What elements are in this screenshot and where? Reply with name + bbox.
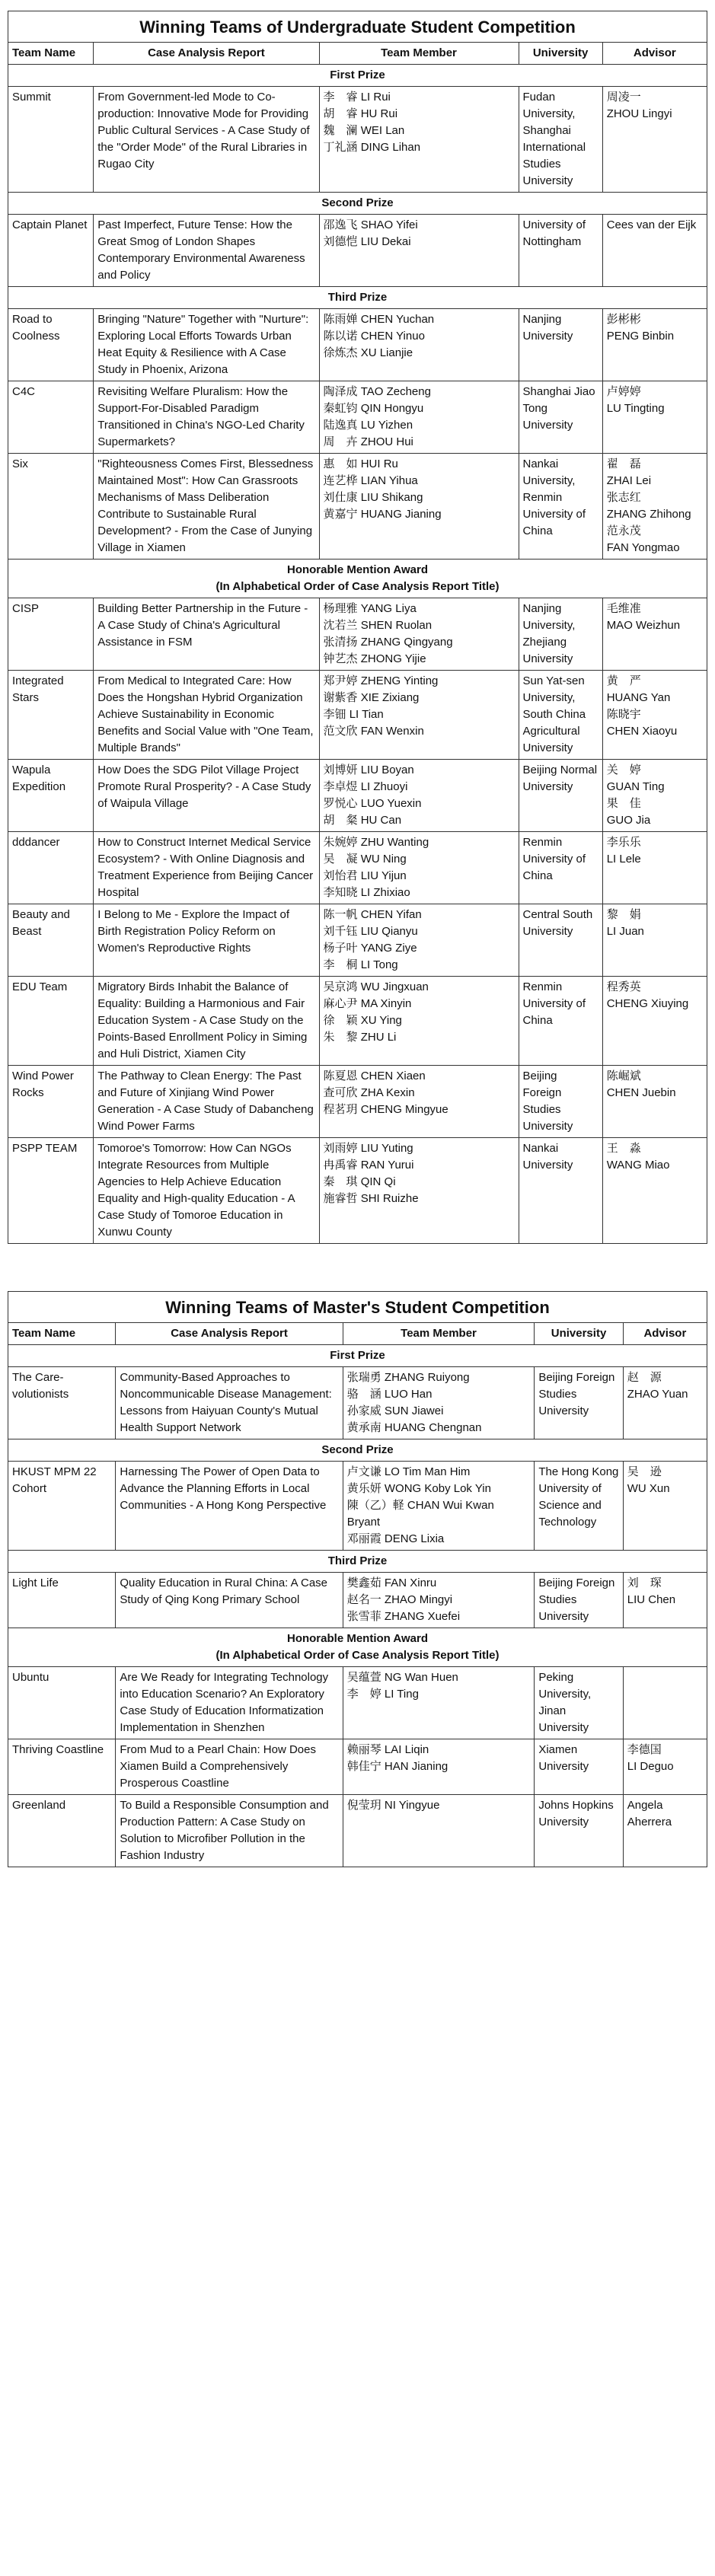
column-header: Advisor [602,43,707,65]
title-row [8,11,707,43]
title-row [8,1292,707,1323]
prize-sublabel: (In Alphabetical Order of Case Analysis Report Title) [215,1649,500,1662]
advisor [602,1138,707,1244]
team-name: C4C [8,381,94,454]
advisor-name: GUO Jia [606,814,651,827]
advisor-name: 彭彬彬 [606,313,641,326]
advisor-name: LI Lele [606,853,641,866]
advisor-name: 关 婷 [606,764,641,776]
advisor-name: 毛维准 [606,602,641,615]
case-report-title: Tomoroe's Tomorrow: How Can NGOs Integrate Resources from Multiple Agencies to Help Achieve Education Equality and High-quality Education - A Case Study of Tomoroe Education in Xunwu County [94,1138,319,1244]
team-row [8,87,707,193]
advisor [602,832,707,904]
advisor-name: ZHAO Yuan [627,1388,688,1401]
team-member: 邵逸飞 SHAO Yifei [323,218,418,231]
prize-sublabel: (In Alphabetical Order of Case Analysis Report Title) [215,580,500,593]
prize-heading-row [8,65,707,87]
prize-heading [8,1628,707,1667]
team-member: 邓丽霞 DENG Lixia [346,1532,445,1545]
advisor [623,1462,707,1551]
team-row [8,1573,707,1628]
advisor-name: ZHAI Lei [606,474,652,487]
case-report-title: Quality Education in Rural China: A Case Study of Qing Kong Primary School [116,1573,343,1628]
team-member: 赵名一 ZHAO Mingyi [346,1593,453,1606]
university: Beijing Foreign Studies University [535,1573,623,1628]
advisor [623,1367,707,1439]
university: Nankai University, Renmin University of China [519,454,602,560]
team-members [319,977,519,1066]
prize-heading [8,193,707,215]
team-member: 查可欣 ZHA Kexin [323,1086,415,1099]
team-member: 黄承南 HUANG Chengnan [346,1421,482,1434]
university: Renmin University of China [519,832,602,904]
team-member: 陆逸真 LU Yizhen [323,419,413,432]
team-name: Light Life [8,1573,116,1628]
team-name: dddancer [8,832,94,904]
prize-heading [8,1345,707,1367]
team-member: 周 卉 ZHOU Hui [323,435,413,448]
case-report-title: Are We Ready for Integrating Technology into Education Scenario? An Exploratory Case Study of Education Informatization Implementation in Shenzhen [116,1667,343,1739]
team-member: 陈夏恩 CHEN Xiaen [323,1070,426,1082]
team-member: 徐炼杰 XU Lianjie [323,346,413,359]
advisor [602,671,707,760]
advisor [623,1667,707,1739]
advisor-name: LI Deguo [627,1760,674,1773]
team-members [343,1573,535,1628]
advisor-name: MAO Weizhun [606,619,681,632]
team-member: 李 睿 LI Rui [323,91,391,104]
advisor-name: Angela Aherrera [627,1799,672,1828]
team-name: CISP [8,598,94,671]
team-members [319,598,519,671]
advisor-name: 周凌一 [606,91,641,104]
team-member: 朱婉婷 ZHU Wanting [323,836,429,849]
university: The Hong Kong University of Science and Technology [535,1462,623,1551]
advisor-name: 果 佳 [606,797,641,810]
prize-label: First Prize [330,1349,385,1362]
team-name: Road to Coolness [8,309,94,381]
team-name: Wind Power Rocks [8,1066,94,1138]
team-members [319,904,519,977]
team-row [8,832,707,904]
advisor-name: GUAN Ting [606,780,665,793]
team-row [8,1138,707,1244]
advisor-name: LU Tingting [606,402,665,415]
team-row [8,671,707,760]
university: Nanjing University [519,309,602,381]
column-header: Team Name [8,1323,116,1345]
advisor-name: 赵 源 [627,1371,662,1384]
prize-heading [8,1551,707,1573]
team-members [343,1367,535,1439]
case-report-title: Revisiting Welfare Pluralism: How the Support-For-Disabled Paradigm Transitioned in China's NGO-Led Charity Supermarkets? [94,381,319,454]
advisor-name: 卢婷婷 [606,385,641,398]
team-member: 樊鑫茹 FAN Xinru [346,1577,437,1589]
university: Renmin University of China [519,977,602,1066]
university: Johns Hopkins University [535,1795,623,1867]
team-member: 吴京鸿 WU Jingxuan [323,980,429,993]
advisor-name: 范永茂 [606,524,641,537]
university: Beijing Normal University [519,760,602,832]
prize-label: Second Prize [321,196,394,209]
table-gap [8,1244,707,1291]
team-name: Greenland [8,1795,116,1867]
university: Shanghai Jiao Tong University [519,381,602,454]
header-row [8,1323,707,1345]
team-members [319,215,519,287]
advisor-name: Cees van der Eijk [606,218,697,231]
prize-heading-row [8,1551,707,1573]
prize-heading-row [8,560,707,598]
advisor [602,977,707,1066]
team-member: 罗悦心 LUO Yuexin [323,797,422,810]
team-member: 惠 如 HUI Ru [323,457,398,470]
advisor [602,1066,707,1138]
prize-heading [8,1439,707,1462]
case-report-title: From Medical to Integrated Care: How Does the Hongshan Hybrid Organization Achieve Sustainability in Economic Benefits and Social Value with "One Team, Multiple Brands" [94,671,319,760]
case-report-title: "Righteousness Comes First, Blessedness Maintained Most": How Can Grassroots Mechanisms of Mass Deliberation Contribute to Sustainable Rural Development? - From the Case of Junying Village in Xiamen [94,454,319,560]
column-header: University [519,43,602,65]
advisor [623,1573,707,1628]
team-member: 张清扬 ZHANG Qingyang [323,636,453,649]
case-report-title: From Government-led Mode to Co-production: Innovative Mode for Providing Public Cultural Services - A Case Study of the "Order Mode" of the Rural Libraries in Rugao City [94,87,319,193]
team-row [8,1066,707,1138]
prize-label: Honorable Mention Award [286,563,428,576]
prize-heading-row [8,1345,707,1367]
team-member: 赖丽琴 LAI Liqin [346,1743,429,1756]
column-header: Advisor [623,1323,707,1345]
team-member: 魏 澜 WEI Lan [323,124,405,137]
column-header: Case Analysis Report [116,1323,343,1345]
prize-label: Third Prize [327,1554,388,1567]
masters-table [8,1291,707,1867]
team-name: Wapula Expedition [8,760,94,832]
team-row [8,1667,707,1739]
university: Nanjing University, Zhejiang University [519,598,602,671]
table-title: Winning Teams of Undergraduate Student Competition [8,11,707,43]
team-member: 张瑞勇 ZHANG Ruiyong [346,1371,470,1384]
advisor [623,1739,707,1795]
advisor-name: ZHOU Lingyi [606,107,672,120]
advisor [602,454,707,560]
table-title: Winning Teams of Master's Student Competition [8,1292,707,1323]
team-member: 陈以诺 CHEN Yinuo [323,330,425,343]
team-name: Integrated Stars [8,671,94,760]
team-member: 黄嘉宁 HUANG Jianing [323,508,442,521]
advisor-name: 陈崛斌 [606,1070,641,1082]
prize-label: Third Prize [327,291,388,304]
advisor [602,215,707,287]
team-member: 秦虹钧 QIN Hongyu [323,402,424,415]
advisor-name: 吴 逊 [627,1465,662,1478]
team-member: 连艺桦 LIAN Yihua [323,474,418,487]
team-member: 孙家威 SUN Jiawei [346,1404,444,1417]
team-member: 范文欣 FAN Wenxin [323,725,424,738]
case-report-title: Migratory Birds Inhabit the Balance of Equality: Building a Harmonious and Fair Education System - A Case Study on the Points-Based Enrollment Policy in Siming and Huli District, Xiamen City [94,977,319,1066]
column-header: Team Member [319,43,519,65]
team-row [8,1367,707,1439]
team-member: 施睿哲 SHI Ruizhe [323,1192,419,1205]
team-row [8,598,707,671]
university: Sun Yat-sen University, South China Agricultural University [519,671,602,760]
team-member: 丁礼涵 DING Lihan [323,141,421,154]
team-members [343,1462,535,1551]
advisor-name: 王 淼 [606,1142,641,1155]
team-member: 刘德恺 LIU Dekai [323,235,411,248]
advisor-name: ZHANG Zhihong [606,508,691,521]
team-member: 黄乐妍 WONG Koby Lok Yin [346,1482,491,1495]
case-report-title: Building Better Partnership in the Future - A Case Study of China's Agricultural Assistance in FSM [94,598,319,671]
prize-heading [8,287,707,309]
advisor-name: 李德国 [627,1743,662,1756]
team-name: The Care-volutionists [8,1367,116,1439]
advisor [602,598,707,671]
team-member: 倪莹玥 NI Yingyue [346,1799,440,1812]
team-members [319,87,519,193]
advisor-name: WANG Miao [606,1159,670,1172]
university: Nankai University [519,1138,602,1244]
prize-label: Honorable Mention Award [286,1632,428,1645]
undergraduate-table [8,11,707,1244]
case-report-title: Past Imperfect, Future Tense: How the Great Smog of London Shapes Contemporary Environmental Awareness and Policy [94,215,319,287]
team-member: 吴 凝 WU Ning [323,853,407,866]
advisor-name: 刘 琛 [627,1577,662,1589]
case-report-title: Bringing "Nature" Together with "Nurture": Exploring Local Efforts Towards Urban Heat Equity & Resilience with A Case Study in Phoenix, Arizona [94,309,319,381]
case-report-title: Community-Based Approaches to Noncommunicable Disease Management: Lessons from Haiyuan County's Mutual Health Support Network [116,1367,343,1439]
team-members [319,309,519,381]
team-row [8,1739,707,1795]
team-member: 张雪菲 ZHANG Xuefei [346,1610,461,1623]
team-member: 吴蕴萱 NG Wan Huen [346,1671,458,1684]
prize-label: Second Prize [321,1443,394,1456]
header-row [8,43,707,65]
advisor-name: 黄 严 [606,674,641,687]
team-name: EDU Team [8,977,94,1066]
column-header: Team Name [8,43,94,65]
team-name: HKUST MPM 22 Cohort [8,1462,116,1551]
advisor-name: PENG Binbin [606,330,675,343]
team-row [8,215,707,287]
advisor-name: HUANG Yan [606,691,671,704]
prize-heading-row [8,193,707,215]
advisor [602,87,707,193]
team-members [343,1739,535,1795]
prize-heading [8,560,707,598]
case-report-title: Harnessing The Power of Open Data to Advance the Planning Efforts in Local Communities - A Hong Kong Perspective [116,1462,343,1551]
team-name: Six [8,454,94,560]
team-name: PSPP TEAM [8,1138,94,1244]
team-row [8,454,707,560]
advisor-name: 程秀英 [606,980,641,993]
team-members [343,1667,535,1739]
team-row [8,1795,707,1867]
team-members [319,760,519,832]
university: Beijing Foreign Studies University [519,1066,602,1138]
column-header: Team Member [343,1323,535,1345]
advisor-name: CHEN Juebin [606,1086,676,1099]
team-members [319,381,519,454]
advisor-name: 陈晓宇 [606,708,641,721]
prize-heading [8,65,707,87]
advisor-name: 翟 磊 [606,457,641,470]
prize-heading-row [8,1439,707,1462]
team-row [8,977,707,1066]
team-member: 朱 黎 ZHU Li [323,1031,397,1044]
team-name: Ubuntu [8,1667,116,1739]
advisor-name: CHENG Xiuying [606,997,689,1010]
team-row [8,1462,707,1551]
team-member: 李 婷 LI Ting [346,1688,419,1701]
prize-heading-row [8,287,707,309]
team-row [8,309,707,381]
university: Beijing Foreign Studies University [535,1367,623,1439]
team-name: Beauty and Beast [8,904,94,977]
case-report-title: How to Construct Internet Medical Service Ecosystem? - With Online Diagnosis and Treatment Experience from Beijing Cancer Hospital [94,832,319,904]
team-member: 韩佳宁 HAN Jianing [346,1760,448,1773]
team-member: 卢文谦 LO Tim Man Him [346,1465,471,1478]
university: University of Nottingham [519,215,602,287]
university: Central South University [519,904,602,977]
university: Xiamen University [535,1739,623,1795]
team-member: 刘怡君 LIU Yijun [323,869,407,882]
team-name: Summit [8,87,94,193]
team-members [319,832,519,904]
team-member: 冉禹睿 RAN Yurui [323,1159,414,1172]
team-name: Thriving Coastline [8,1739,116,1795]
advisor-name: FAN Yongmao [606,541,680,554]
team-member: 钟艺杰 ZHONG Yijie [323,652,426,665]
team-members [319,454,519,560]
team-member: 陶泽成 TAO Zecheng [323,385,431,398]
team-member: 刘千钰 LIU Qianyu [323,925,418,938]
advisor [602,904,707,977]
advisor-name: 黎 娟 [606,908,641,921]
team-member: 陈一帆 CHEN Yifan [323,908,422,921]
advisor-name: 张志红 [606,491,641,504]
team-members [343,1795,535,1867]
advisor [602,381,707,454]
case-report-title: To Build a Responsible Consumption and Production Pattern: A Case Study on Solution to Microfiber Pollution in the Fashion Industry [116,1795,343,1867]
advisor [602,309,707,381]
team-member: 沈若兰 SHEN Ruolan [323,619,433,632]
team-member: 骆 涵 LUO Han [346,1388,433,1401]
team-row [8,760,707,832]
advisor-name: CHEN Xiaoyu [606,725,678,738]
team-member: 李钿 LI Tian [323,708,384,721]
team-members [319,671,519,760]
advisor [623,1795,707,1867]
team-member: 徐 颖 XU Ying [323,1014,402,1027]
team-member: 胡 粲 HU Can [323,814,402,827]
university: Peking University, Jinan University [535,1667,623,1739]
column-header: University [535,1323,623,1345]
team-member: 刘博妍 LIU Boyan [323,764,414,776]
advisor-name: LIU Chen [627,1593,676,1606]
team-member: 杨子叶 YANG Ziye [323,942,417,955]
advisor-name: LI Juan [606,925,644,938]
team-member: 李知晓 LI Zhixiao [323,886,410,899]
case-report-title: I Belong to Me - Explore the Impact of Birth Registration Policy Reform on Women's Reproductive Rights [94,904,319,977]
team-member: 陈雨婵 CHEN Yuchan [323,313,435,326]
prize-heading-row [8,1628,707,1667]
team-member: 谢紫香 XIE Zixiang [323,691,420,704]
team-member: 李卓煜 LI Zhuoyi [323,780,408,793]
team-members [319,1066,519,1138]
team-member: 麻心尹 MA Xinyin [323,997,412,1010]
team-member: 陳（乙）軽 CHAN Wui Kwan Bryant [346,1499,494,1529]
team-members [319,1138,519,1244]
team-name: Captain Planet [8,215,94,287]
team-member: 李 桐 LI Tong [323,958,398,971]
case-report-title: How Does the SDG Pilot Village Project Promote Rural Prosperity? - A Case Study of Waipula Village [94,760,319,832]
team-member: 程茗玥 CHENG Mingyue [323,1103,448,1116]
prize-label: First Prize [330,69,385,81]
advisor-name: 李乐乐 [606,836,641,849]
case-report-title: The Pathway to Clean Energy: The Past and Future of Xinjiang Wind Power Generation - A Case Study of Dabancheng Wind Power Farms [94,1066,319,1138]
team-member: 郑尹婷 ZHENG Yinting [323,674,439,687]
team-member: 秦 琪 QIN Qi [323,1175,396,1188]
team-member: 刘雨婷 LIU Yuting [323,1142,413,1155]
team-row [8,904,707,977]
team-member: 胡 睿 HU Rui [323,107,398,120]
university: Fudan University, Shanghai International Studies University [519,87,602,193]
team-member: 刘仕康 LIU Shikang [323,491,423,504]
case-report-title: From Mud to a Pearl Chain: How Does Xiamen Build a Comprehensively Prosperous Coastline [116,1739,343,1795]
column-header: Case Analysis Report [94,43,319,65]
advisor-name: WU Xun [627,1482,670,1495]
team-row [8,381,707,454]
team-member: 杨理雅 YANG Liya [323,602,417,615]
advisor [602,760,707,832]
